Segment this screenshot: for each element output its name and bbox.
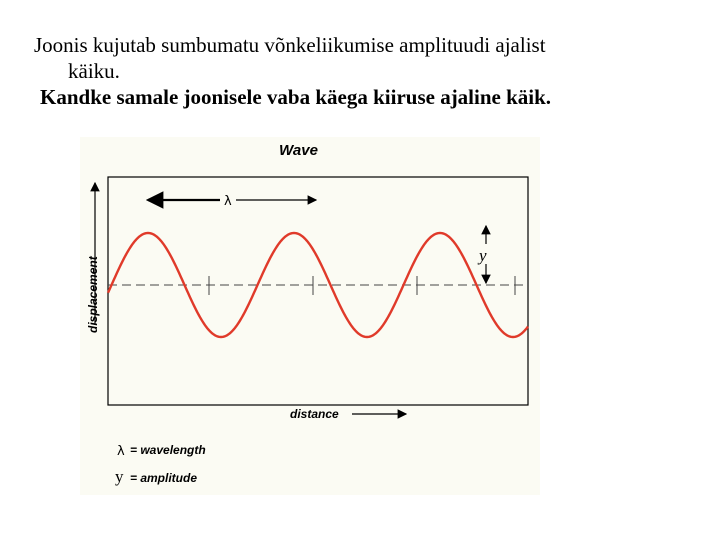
wave-diagram — [80, 137, 540, 495]
y-axis-label: displacement — [86, 256, 100, 333]
slide-text — [34, 32, 694, 110]
plot-frame — [108, 177, 528, 405]
legend-amplitude-symbol: y — [115, 467, 124, 486]
amplitude-symbol: y — [479, 246, 487, 265]
legend-wavelength-symbol: λ — [117, 444, 125, 459]
wavelength-symbol: λ — [224, 194, 232, 209]
question-line-1-continuation: käiku. — [68, 59, 120, 83]
question-line-1: Joonis kujutab sumbumatu võnkeliikumise amplituudi ajalist — [34, 33, 546, 57]
legend-wavelength-text: = wavelength — [130, 443, 206, 457]
x-axis-label: distance — [290, 407, 339, 421]
figure-title: Wave — [279, 142, 318, 159]
legend-amplitude-text: = amplitude — [130, 471, 198, 485]
wave-figure — [80, 137, 540, 495]
instruction-line: Kandke samale joonisele vaba käega kiiruse ajaline käik. — [40, 85, 552, 109]
